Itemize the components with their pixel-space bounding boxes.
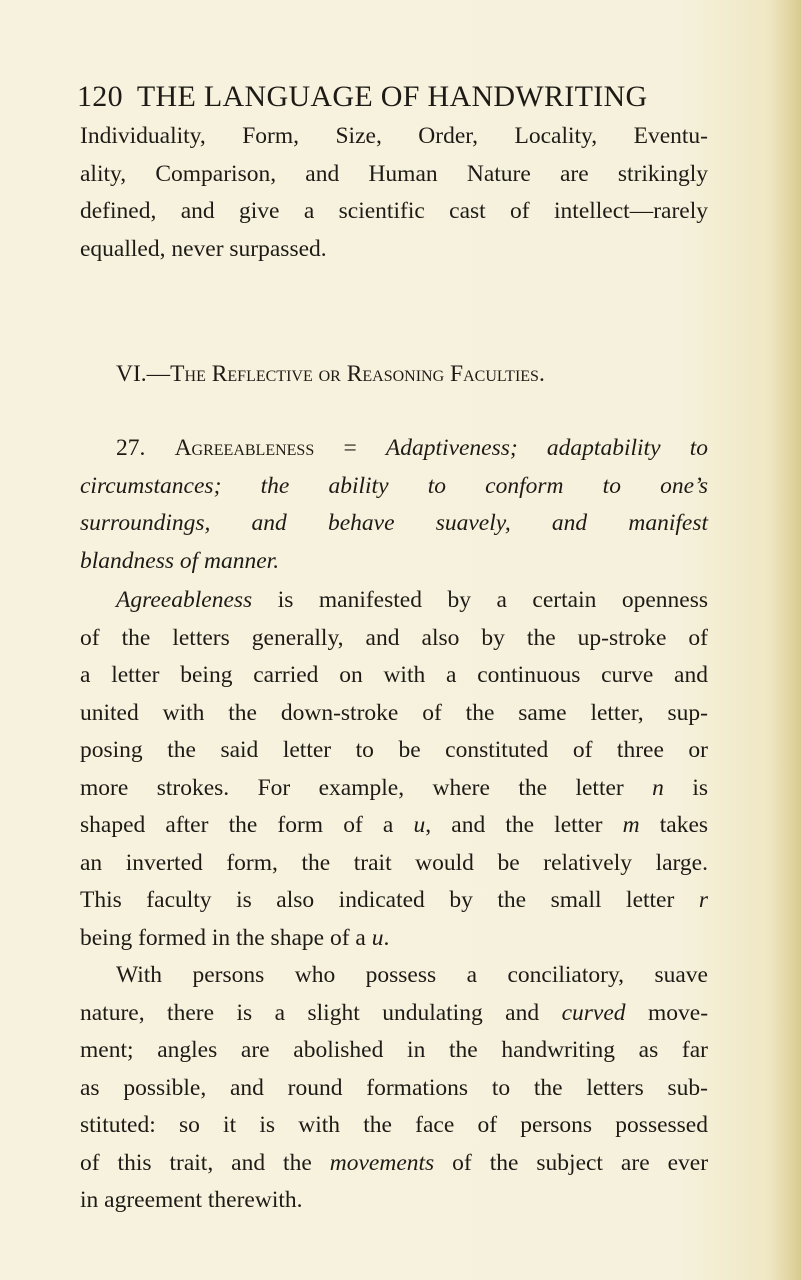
text-line: posing the said letter to be constituted of three or xyxy=(80,737,708,763)
italic-term: Agreeableness xyxy=(116,587,253,613)
running-header xyxy=(77,80,647,114)
text-line: of the letters generally, and also by the up-stroke of xyxy=(80,624,708,651)
text-line xyxy=(80,543,708,581)
text-line: as possible, and round formations to the letters sub- xyxy=(80,1074,708,1101)
italic-letter: u xyxy=(371,924,384,951)
section-heading-text: VI.—The Reflective or Reasoning Faculties. xyxy=(116,361,545,387)
italic-word: movements xyxy=(329,1149,435,1176)
text-line xyxy=(80,807,708,845)
text-run: nature, there is a slight undulating and xyxy=(80,999,540,1026)
text-line: an inverted form, the trait would be relatively large. xyxy=(80,849,708,876)
entry-definition: Adaptiveness; adaptability to xyxy=(385,435,708,461)
text-line: equalled, never surpassed. xyxy=(80,235,327,262)
italic-letter: m xyxy=(622,812,640,838)
running-title: THE LANGUAGE OF HANDWRITING xyxy=(136,80,648,113)
faculty-entry-27 xyxy=(80,430,708,580)
text-line: a letter being carried on with a continuous curve and xyxy=(80,662,708,688)
paragraph-continued xyxy=(80,118,708,268)
italic-letter: n xyxy=(652,774,664,801)
text-line: united with the down-stroke of the same letter, sup- xyxy=(80,699,708,726)
text-run: is xyxy=(692,774,709,801)
entry-number: 27. xyxy=(116,435,146,461)
text-line xyxy=(80,1145,708,1183)
text-line xyxy=(80,770,708,808)
text-line: ment; angles are abolished in the handwriting as far xyxy=(80,1037,708,1063)
entry-definition: circumstances; the ability to conform to one’s xyxy=(80,472,708,499)
text-run: shaped after the form of a xyxy=(80,812,394,838)
text-line xyxy=(80,582,708,620)
section-heading xyxy=(116,356,708,394)
page-number: 120 xyxy=(77,80,123,113)
text-line: stituted: so it is with the face of persons possessed xyxy=(80,1112,708,1138)
text-line: ality, Comparison, and Human Nature are strikingly xyxy=(80,160,708,187)
italic-letter: r xyxy=(698,887,709,913)
text-run: being formed in the shape of a xyxy=(80,924,366,951)
text-run: . xyxy=(383,924,390,951)
text-line: Individuality, Form, Size, Order, Locality, Eventu- xyxy=(80,123,708,149)
text-line xyxy=(80,920,708,958)
italic-letter: u xyxy=(413,812,426,838)
text-run: takes xyxy=(659,812,709,838)
text-run: of the subject are ever xyxy=(452,1149,709,1176)
text-line: With persons who possess a conciliatory, suave xyxy=(116,962,708,988)
paragraph-agreeableness xyxy=(80,582,708,957)
text-line: in agreement therewith. xyxy=(80,1187,303,1213)
text-run: more strokes. For example, where the letter xyxy=(80,774,624,801)
text-line xyxy=(80,882,708,920)
text-run: This faculty is also indicated by the small letter xyxy=(80,887,675,913)
text-line xyxy=(80,468,708,506)
entry-term: Agreeableness xyxy=(174,435,315,461)
text-line xyxy=(80,505,708,543)
entry-definition: blandness of manner. xyxy=(80,547,280,574)
entry-definition: surroundings, and behave suavely, and manifest xyxy=(80,510,708,536)
text-line: defined, and give a scientific cast of intellect—rarely xyxy=(80,198,708,224)
text-run: of this trait, and the xyxy=(80,1149,312,1176)
equals-sign: = xyxy=(343,435,357,461)
italic-word: curved xyxy=(561,999,626,1026)
text-line xyxy=(80,995,708,1033)
paragraph-persons xyxy=(80,957,708,1220)
text-run: move- xyxy=(647,999,709,1026)
entry-first-line xyxy=(80,430,708,468)
text-run: , and the letter xyxy=(425,812,603,838)
text-run: is manifested by a certain openness xyxy=(277,587,709,613)
